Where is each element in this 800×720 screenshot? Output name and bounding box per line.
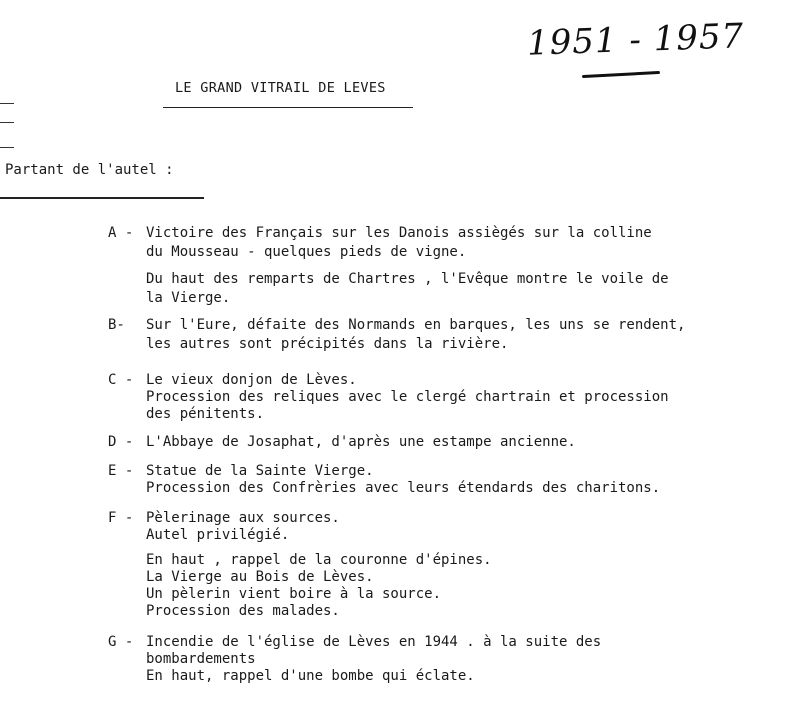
item-c-line: des pénitents. xyxy=(146,406,265,422)
item-letter-b: B- xyxy=(108,317,125,333)
item-letter-a: A - xyxy=(108,225,134,241)
item-f-line: En haut , rappel de la couronne d'épines. xyxy=(146,552,492,568)
handwritten-date: 1951 - 1957 xyxy=(526,16,745,64)
section-heading: Partant de l'autel : xyxy=(5,162,174,178)
item-g-line: Incendie de l'église de Lèves en 1944 . à la suite des xyxy=(146,634,602,650)
title-underline xyxy=(163,107,413,108)
item-f-line: Procession des malades. xyxy=(146,603,340,619)
item-b-line: les autres sont précipités dans la rivière. xyxy=(146,336,509,352)
item-f-line: La Vierge au Bois de Lèves. xyxy=(146,569,374,585)
item-letter-d: D - xyxy=(108,434,134,450)
heading-underline xyxy=(0,197,204,199)
item-d-line: L'Abbaye de Josaphat, d'après une estampe ancienne. xyxy=(146,434,576,450)
margin-mark xyxy=(0,122,14,123)
item-letter-f: F - xyxy=(108,510,134,526)
margin-mark xyxy=(0,147,14,148)
item-a-line: Victoire des Français sur les Danois assiègés sur la colline xyxy=(146,225,652,241)
item-e-line: Procession des Confrèries avec leurs étendards des charitons. xyxy=(146,480,661,496)
item-letter-g: G - xyxy=(108,634,134,650)
item-b-line: Sur l'Eure, défaite des Normands en barques, les uns se rendent, xyxy=(146,317,686,333)
item-a-line: la Vierge. xyxy=(146,290,231,306)
item-letter-c: C - xyxy=(108,372,134,388)
item-e-line: Statue de la Sainte Vierge. xyxy=(146,463,374,479)
margin-mark xyxy=(0,103,14,104)
item-a-line: du Mousseau - quelques pieds de vigne. xyxy=(146,244,467,260)
handwritten-underline xyxy=(582,71,660,78)
item-f-line: Autel privilégié. xyxy=(146,527,290,543)
document-title: LE GRAND VITRAIL DE LEVES xyxy=(175,80,386,96)
item-f-line: Un pèlerin vient boire à la source. xyxy=(146,586,442,602)
item-f-line: Pèlerinage aux sources. xyxy=(146,510,340,526)
item-letter-e: E - xyxy=(108,463,134,479)
item-a-line: Du haut des remparts de Chartres , l'Evêque montre le voile de xyxy=(146,271,669,287)
item-c-line: Le vieux donjon de Lèves. xyxy=(146,372,357,388)
item-c-line: Procession des reliques avec le clergé chartrain et procession xyxy=(146,389,669,405)
item-g-line: bombardements xyxy=(146,651,256,667)
item-g-line: En haut, rappel d'une bombe qui éclate. xyxy=(146,668,475,684)
